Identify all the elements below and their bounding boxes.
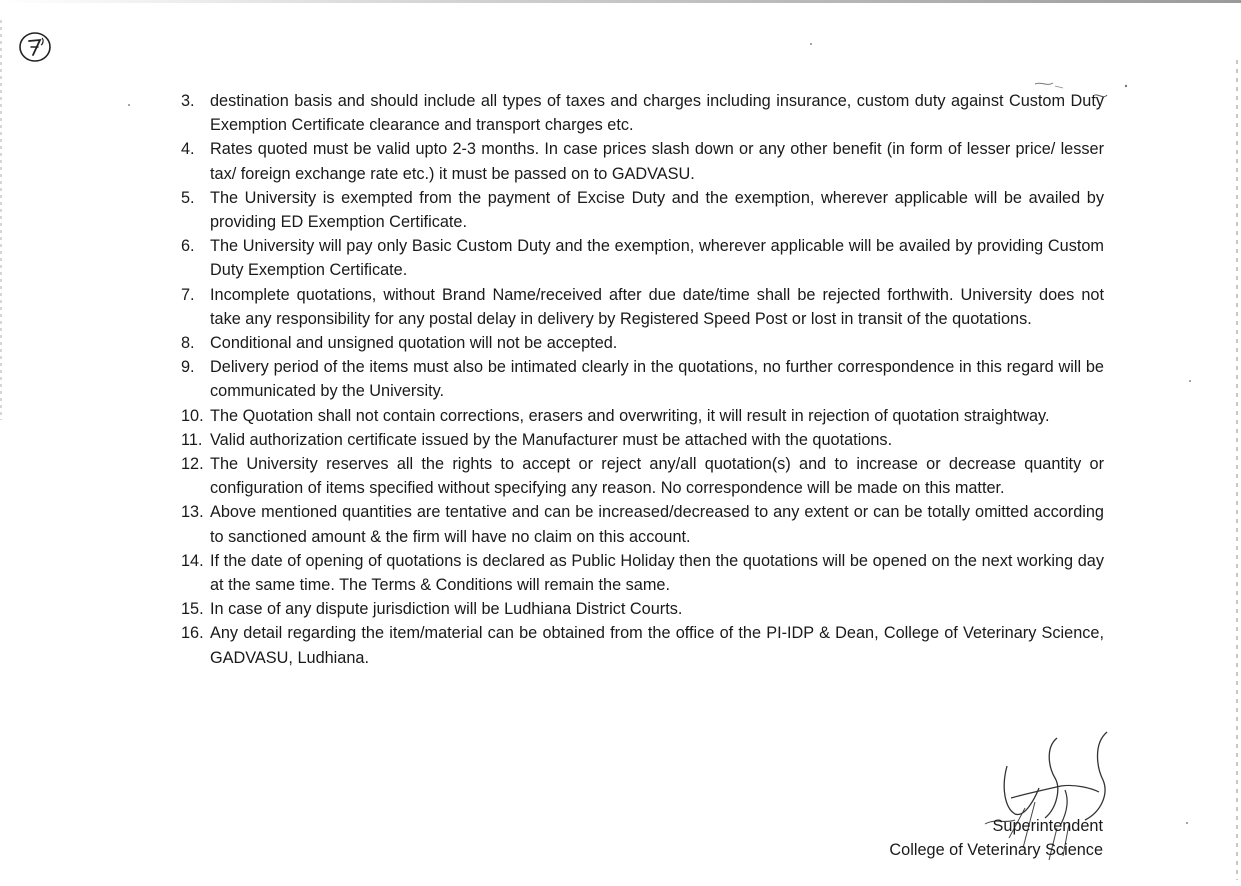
item-text: Rates quoted must be valid upto 2-3 months. In case prices slash down or any other benefit (in form of lesser price/ lesser tax/ foreign exchange rate etc.) it must be passed on to GADVASU. <box>210 140 1104 183</box>
item-number: 5. <box>181 188 195 207</box>
item-number: 8. <box>181 334 195 353</box>
item-text: The University is exempted from the payment of Excise Duty and the exemption, wherever applicable will be availed by providing ED Exemption Certificate. <box>210 188 1104 232</box>
scan-speck <box>810 43 812 45</box>
item-number: 11. <box>181 430 203 449</box>
item-number: 16. <box>181 624 204 643</box>
item-text: Valid authorization certificate issued by the Manufacturer must be attached with the quotations. <box>210 430 893 449</box>
list-item <box>181 621 1104 669</box>
list-item <box>181 331 1104 355</box>
scan-speck <box>1189 380 1191 382</box>
terms-and-conditions-list <box>181 89 1104 670</box>
item-text: destination basis and should include all types of taxes and charges including insurance, custom duty against Custom Duty Exemption Certificate clearance and transport charges etc. <box>210 92 1104 135</box>
item-number: 3. <box>181 92 195 110</box>
scan-speck <box>128 104 130 106</box>
item-number: 12. <box>181 455 204 474</box>
item-number: 9. <box>181 358 195 377</box>
list-item <box>181 186 1104 234</box>
scan-right-edge <box>1236 60 1238 880</box>
item-text: The Quotation shall not contain corrections, erasers and overwriting, it will result in rejection of quotation straightway. <box>210 406 1050 425</box>
item-text: Above mentioned quantities are tentative and can be increased/decreased to any extent or can be totally omitted according to sanctioned amount & the firm will have no claim on this account. <box>210 503 1104 546</box>
list-item <box>181 404 1104 428</box>
item-number: 6. <box>181 237 195 256</box>
list-item <box>181 428 1104 452</box>
list-item <box>181 234 1104 282</box>
scan-top-edge <box>0 0 1241 3</box>
item-number: 10. <box>181 406 204 425</box>
item-text: Incomplete quotations, without Brand Name/received after due date/time shall be rejected forthwith. University does not take any responsibility for any postal delay in delivery by Registered Speed Post or lost in transit of the quotations. <box>210 285 1104 328</box>
item-text: Any detail regarding the item/material can be obtained from the office of the PI-IDP & Dean, College of Veterinary Science, GADVASU, Ludhiana. <box>210 624 1104 667</box>
item-text: The University will pay only Basic Custom Duty and the exemption, wherever applicable will be availed by providing Custom Duty Exemption Certificate. <box>210 237 1104 280</box>
item-text: Conditional and unsigned quotation will not be accepted. <box>210 334 618 353</box>
handwritten-page-number <box>18 30 52 64</box>
list-item <box>181 283 1104 331</box>
item-text: In case of any dispute jurisdiction will be Ludhiana District Courts. <box>210 600 683 619</box>
scan-speck <box>1186 822 1188 824</box>
signatory-office: College of Veterinary Science <box>889 841 1103 860</box>
circled-page-mark-icon <box>18 30 52 64</box>
item-text: The University reserves all the rights to accept or reject any/all quotation(s) and to increase or decrease quantity or configuration of items specified without specifying any reason. No correspondence will be made on this matter. <box>210 455 1104 498</box>
item-number: 15. <box>181 600 204 619</box>
list-item <box>181 500 1104 548</box>
signatory-title: Superintendent <box>992 817 1103 835</box>
item-number: 13. <box>181 503 204 522</box>
scan-left-edge <box>0 20 2 420</box>
item-number: 4. <box>181 140 195 159</box>
list-item <box>181 549 1104 597</box>
signature-block <box>889 814 1103 862</box>
list-item <box>181 137 1104 185</box>
list-item <box>181 355 1104 403</box>
item-number: 7. <box>181 285 195 304</box>
list-item <box>181 597 1104 621</box>
list-item <box>181 89 1104 137</box>
item-number: 14. <box>181 551 204 570</box>
list-item <box>181 452 1104 500</box>
item-text: Delivery period of the items must also be intimated clearly in the quotations, no further correspondence in this regard will be communicated by the University. <box>210 358 1104 401</box>
item-text: If the date of opening of quotations is declared as Public Holiday then the quotations will be opened on the next working day at the same time. The Terms & Conditions will remain the same. <box>210 551 1104 595</box>
